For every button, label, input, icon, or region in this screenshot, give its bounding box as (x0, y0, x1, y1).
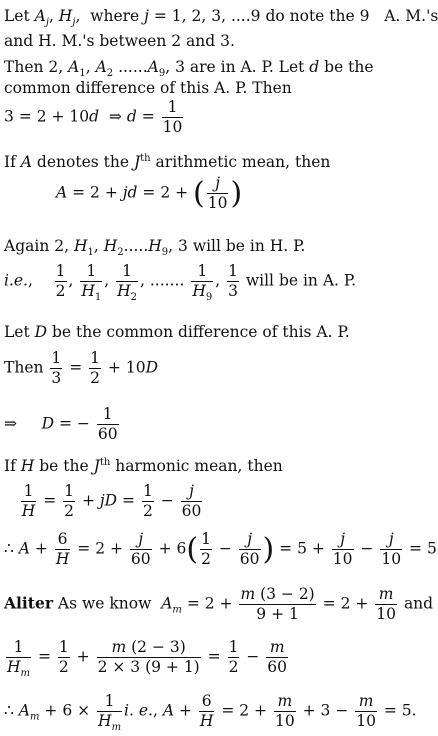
line-16: Aliter As we know $A_m = 2$ + $\frac{m (3 - 2)}{9 + 1}$ = 2 + $\frac{m}{10}$ and (4, 585, 434, 623)
line-18: ∴ $A_m + 6$ × $\frac{1}{H_m}$ i. e., A + $\frac{6}{H}$ = 2 + $\frac{m}{10}$ + 3 − $\frac{m}{10}$ = 5. (4, 692, 417, 733)
line-17: $\frac{1}{H_m}$ = $\frac{1}{2}$ + $\frac{m (2 - 3)}{2 \times 3 (9 + 1)}$ = $\frac{1}{2}$ − $\frac{m}{60}$ (7, 638, 288, 679)
line-1: Let $A_j$, $H_j$, where j = 1, 2, 3, ....9 do note the 9 A. M.'s (4, 7, 438, 28)
line-4: common difference of this A. P. Then (4, 79, 292, 97)
line-14: $\frac{1}{H}$ = $\frac{1}{2}$ + jD = $\frac{1}{2}$ − $\frac{j}{60}$ (21, 482, 202, 520)
line-10: Let D be the common difference of this A. P. (4, 323, 350, 341)
line-12: ⇒ D = − $\frac{1}{60}$ (4, 405, 118, 443)
line-7: A = 2 + jd = 2 + ( $\frac{j}{10}$ ) (56, 174, 243, 212)
line-5: 3 = 2 + 10d ⇒ d = $\frac{1}{10}$ (4, 98, 183, 136)
line-8: Again 2, $H_1$, $H_2.....H_9$, 3 will be in H. P. (4, 237, 306, 258)
line-13: If H be the $J^{th}$ harmonic mean, then (4, 457, 283, 475)
line-9: i.e., $\frac{1}{2}$ , $\frac{1}{H_1}$ , $\frac{1}{H_2}$ , ....... $\frac{1}{H_9}$ , $\frac{1}{3}$ will be in A. P. (4, 262, 357, 303)
line-2: and H. M.'s between 2 and 3. (4, 32, 235, 50)
line-11: Then $\frac{1}{3}$ = $\frac{1}{2}$ + 10D (4, 349, 159, 387)
line-6: If A denotes the $J^{th}$ arithmetic mean, then (4, 153, 331, 171)
line-3: Then 2, $A_1$, $A_2$ $......A_9$, 3 are in A. P. Let d be the (4, 58, 374, 79)
line-15: ∴ A + $\frac{6}{H}$ = 2 + $\frac{j}{60}$ + 6( $\frac{1}{2}$ − $\frac{j}{60}$ ) = 5 + $\frac{j}{10}$ − $\frac{j}{10}$ = 5 (4, 530, 437, 568)
